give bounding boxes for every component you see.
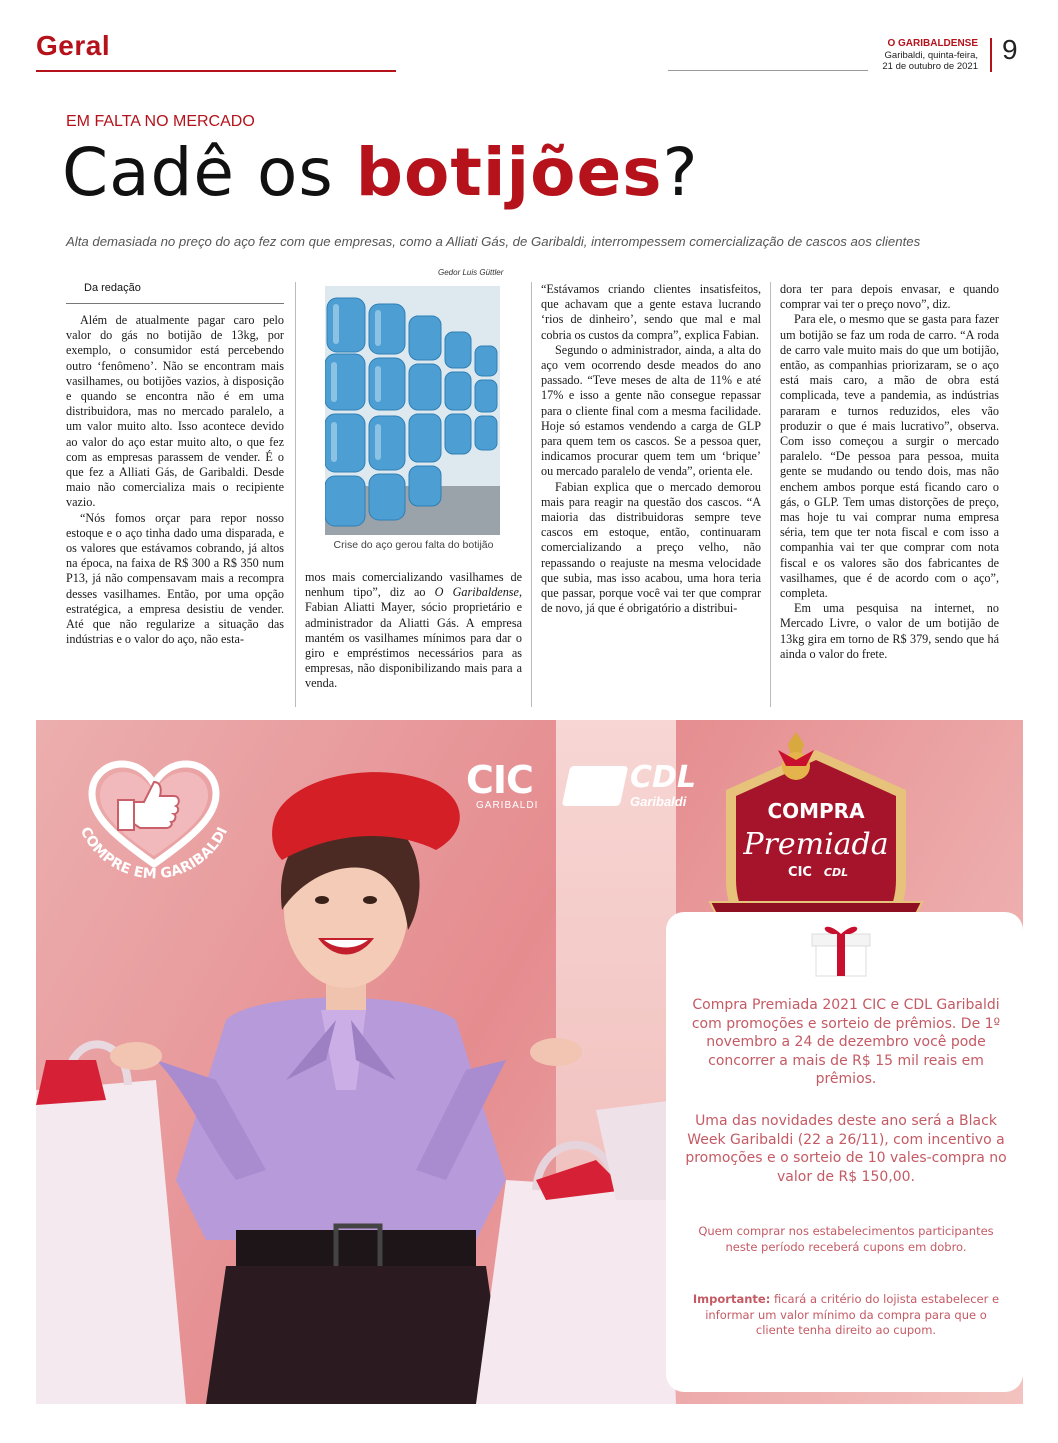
paragraph: Segundo o administrador, ainda, a alta do aço vem ocorrendo desde meados do ano passado. “Teve meses de alta de 11% e até 17% e isso a gente não consegue repassar para o cliente final com a mesma facilidade. Hoje só estamos vendendo a carga de GLP para quem tem os cascos. Se a pessoa quer, indicamos procurar quem tem um ‘brique’ ou mercado paralelo de venda”, orienta ele. bbox=[541, 342, 761, 479]
photo-credit: Gedor Luis Güttler bbox=[438, 268, 504, 277]
badge-script-text: Premiada bbox=[743, 827, 889, 862]
column-1 bbox=[66, 313, 284, 647]
section-title: Geral bbox=[36, 30, 111, 61]
advertisement bbox=[36, 720, 1023, 1404]
newspaper-mention: O Garibaldense bbox=[434, 585, 519, 600]
gas-cylinders-photo bbox=[325, 286, 500, 535]
woman-with-shopping-bags-illustration bbox=[36, 760, 676, 1404]
headline-highlight: botijões bbox=[355, 134, 663, 211]
heart-badge-label: COMPRE EM GARIBALDI bbox=[76, 824, 232, 883]
header-rule-left bbox=[36, 70, 396, 72]
headline-part: Cadê os bbox=[62, 134, 356, 211]
badge-cdl-text: CDL bbox=[823, 866, 849, 879]
cdl-logo-subtitle: Garibaldi bbox=[630, 794, 687, 809]
important-text: ficará a critério do lojista estabelecer e informar um valor mínimo da compra para que o cliente tenha direito ao cupom. bbox=[705, 1292, 1000, 1337]
paragraph: dora ter para depois envasar, e quando comprar vai ter o preço novo”, diz. bbox=[780, 282, 999, 312]
ad-paragraph-3: Quem comprar nos estabelecimentos participantes neste período receberá cupons em dobro. bbox=[698, 1224, 994, 1254]
paragraph: Em uma pesquisa na internet, no Mercado Livre, o valor de um botijão de 13kg gira em torno de R$ 379, sendo que há ainda o valor do frete. bbox=[780, 601, 999, 661]
page-number-separator bbox=[990, 38, 992, 72]
important-label: Importante: bbox=[692, 1292, 771, 1306]
ad-paragraph-1: Compra Premiada 2021 CIC e CDL Garibaldi com promoções e sorteio de prêmios. De 1º novembro a 24 de dezembro você pode concorrer a mais de R$ 15 mil reais em prêmios. bbox=[691, 997, 1001, 1087]
col2-text-rest: , Fabian Aliatti Mayer, sócio proprietário e administrador da Aliatti Gás. A empresa mantém os vasilhames mínimos para dar o giro e empréstimos necessários para as empresas, não disponibilizando mais para a venda. bbox=[305, 585, 522, 691]
gift-box-icon bbox=[806, 920, 876, 980]
place-day: Garibaldi, quinta-feira, bbox=[884, 50, 978, 61]
column-4 bbox=[780, 282, 999, 662]
badge-top-text: COMPRA bbox=[767, 799, 865, 823]
newspaper-date bbox=[838, 50, 978, 72]
column-divider bbox=[295, 282, 296, 707]
photo-caption: Crise do aço gerou falta do botijão bbox=[333, 539, 494, 551]
column-divider bbox=[770, 282, 771, 707]
cdl-logo: CDL bbox=[630, 760, 697, 795]
ad-paragraph-2: Uma das novidades deste ano será a Black Week Garibaldi (22 a 26/11), com incentivo a promoções e o sorteio de 10 vales-compra no valor de R$ 150,00. bbox=[685, 1113, 1007, 1185]
article-subhead: Alta demasiada no preço do aço fez com que empresas, como a Alliati Gás, de Garibaldi, interrompessem comercialização de cascos aos clientes bbox=[66, 234, 921, 249]
paragraph: Além de atualmente pagar caro pelo valor do gás no botijão de 13kg, por exemplo, o consumidor está percebendo outro ‘fenômeno’. Não se encontram mais vasilhames, ou botijões vazios, à disposição e quando se encontra não é em uma distribuidora, mas no mercado paralelo, a um valor muito alto. Isso acontece devido ao valor do aço estar muito alto, o que fez com as empresas parassem de vender. É o que fez a Alliati Gás, de Garibaldi. Desde maio não comercializa mais o recipiente vazio. bbox=[66, 313, 284, 510]
col2-text: mos mais comercializando vasilhames de nenhum tipo”, diz ao bbox=[305, 570, 522, 600]
column-divider bbox=[531, 282, 532, 707]
article-kicker: EM FALTA NO MERCADO bbox=[66, 113, 255, 130]
byline: Da redação bbox=[84, 282, 141, 294]
badge-cic-text: CIC bbox=[788, 865, 812, 880]
paragraph: “Estávamos criando clientes insatisfeitos, que achavam que a gente estava lucrando ‘rios de dinheiro’, sendo que mal e mal cobria os custos da compra”, explica Fabian. bbox=[541, 282, 761, 342]
paragraph: “Nós fomos orçar para repor nosso estoque e o aço tinha dado uma disparada, e os valores que estávamos cobrando, já altos na época, na faixa de R$ 300 a R$ 350 num P13, já não compensavam mais a recompra desses vasilhames. Então, por uma opção estratégica, a empresa desistiu de vender. Até que não regularize a situação das indústrias e o valor do aço, não esta- bbox=[66, 510, 284, 647]
paragraph: Para ele, o mesmo que se gasta para fazer um botijão se faz um roda de carro. “A roda de carro vale muito mais do que um botijão, então, as companhias priorizaram, se o aço está mais caro, a mão de obra está complicada, teve a pandemia, as indústrias pararam e turnos reduzidos, eles vão produzir o que é mais lucrativo”, observa. Com isso começou a surgir o mercado paralelo. “De pessoa para pessoa, muita gente se mudando ou tendo dois, mas não enchem ambos porque está ficando caro o gás, o GLP. Tem umas distorções de preço, mas hoje tu vai comprar numa empresa séria, tem que ter nota fiscal e com isso a companhia vai ter que comprar com nota fiscal e os valores são dos fabricantes de vasilhames, que é de acordo com o aço”, completa. bbox=[780, 312, 999, 601]
paragraph: Fabian explica que o mercado demorou mais para reagir na questão dos cascos. “A maioria das distribuidoras sempre teve cascos em estoque, então, continuaram comercializando a preço velho, não repassando o reajuste na mesma velocidade que subia, mas isso acabou, uma hora teria que passar, porque você vai ter que comprar de novo, já que é obrigatório a distribui- bbox=[541, 479, 761, 616]
cic-logo: CIC bbox=[466, 758, 533, 802]
column-2 bbox=[305, 570, 522, 692]
cic-logo-subtitle: GARIBALDI bbox=[476, 800, 539, 811]
gas-cylinders-illustration bbox=[325, 286, 500, 535]
ad-paragraph-4 bbox=[691, 1292, 1001, 1339]
column-3 bbox=[541, 282, 761, 616]
date-line: 21 de outubro de 2021 bbox=[882, 61, 978, 72]
newspaper-name: O GARIBALDENSE bbox=[887, 38, 978, 49]
page-number: 9 bbox=[1002, 34, 1018, 65]
headline-question-mark: ? bbox=[662, 134, 699, 211]
article-headline bbox=[62, 134, 699, 211]
byline-rule bbox=[66, 303, 284, 304]
